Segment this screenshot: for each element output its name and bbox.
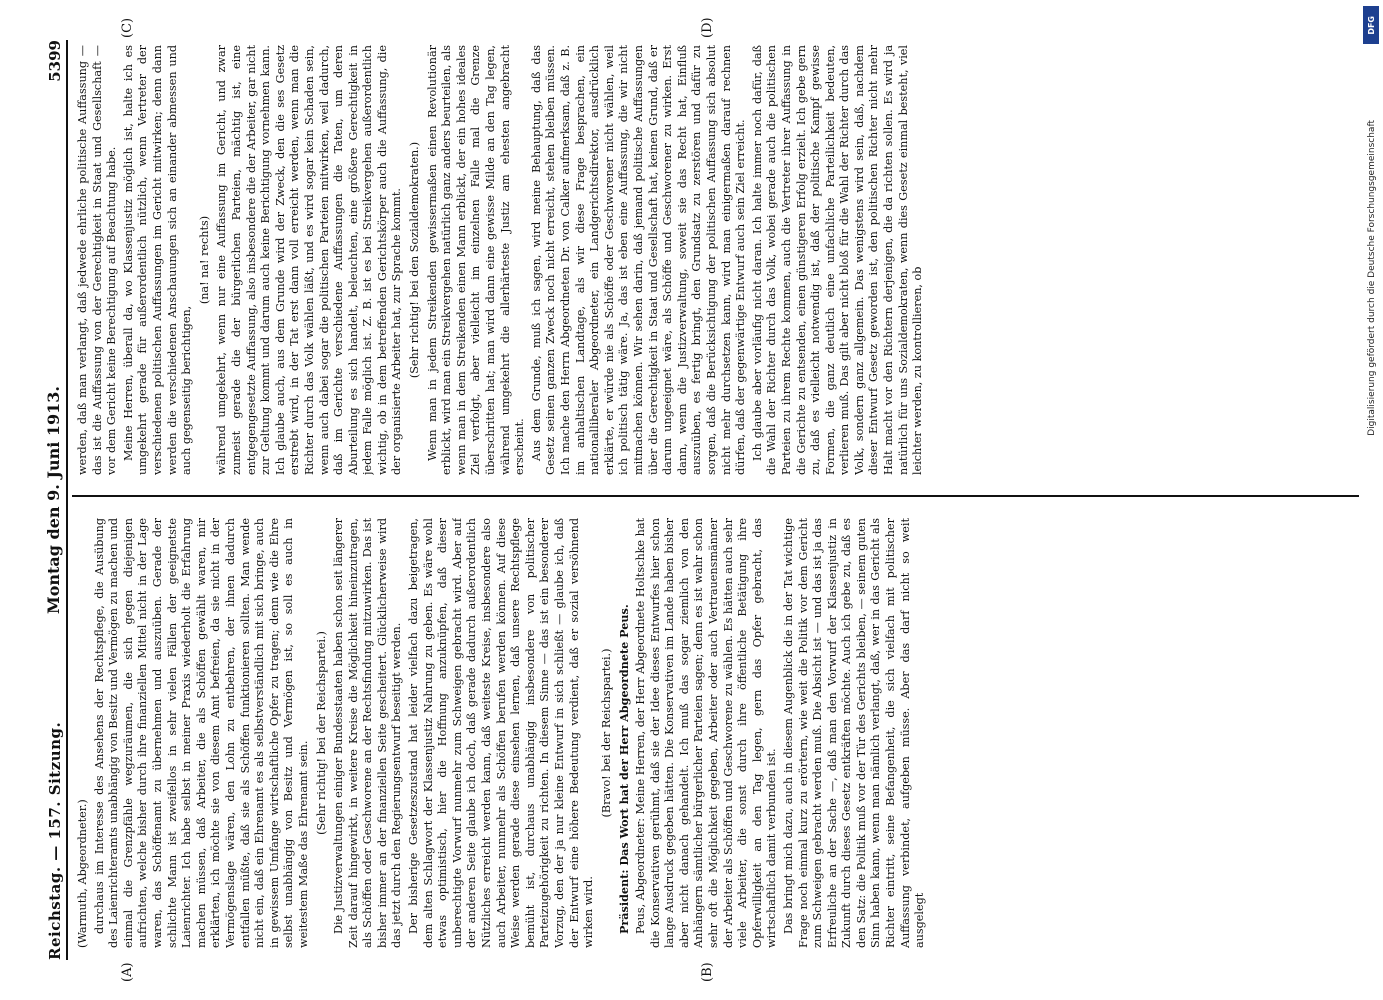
header-session: Reichstag. — 157. Sitzung. bbox=[46, 721, 64, 960]
margin-marker-a: (A) bbox=[120, 962, 135, 982]
interjection: (Sehr richtig! bei den Sozialdemokraten.) bbox=[408, 141, 422, 379]
speaker-tag: (Warmuth, Abgeordneter.) bbox=[76, 799, 89, 948]
paragraph: Ich glaube aber vorläufig nicht daran. Ich halte immer noch dafür, daß die Wahl der Richter durch das Volk, wobei gerade auch die politischen Parteien zu ihrem Rechte kommen, auch die Vertreter ihrer Auffassung in die Gerichte zu entsenden, einen günstigeren Erfolg erzielt. Ich gebe gern zu, daß es vielleicht notwendig ist, daß der politische Kampf gewisse Formen, die ganz deutlich eine unfachliche Parteilichkeit bedeuten, verlieren muß. Das gilt aber nicht bloß für die Wahl der Richter durch das Volk, sondern ganz allgemein. Das wenigstens wird sein, daß, nachdem dieser Entwurf Gesetz geworden ist, den politischen Richter nicht mehr Halt macht vor den Richtern derjenigen, die da richten sollen. Es wird ja natürlich für uns Sozialdemokraten, wenn dies Gesetz einmal besteht, viel leichter werden, zu kontrollieren, ob bbox=[750, 45, 925, 475]
funding-note: Digitalisierung gefördert durch die Deutsche Forschungsgemeinschaft bbox=[1367, 120, 1377, 436]
dfg-logo: DFG bbox=[1363, 6, 1379, 44]
paragraph: Wenn man in jedem Streikenden gewissermaßen einen Revolutionär erblickt, wird man ein Streikvergehen natürlich ganz anders beurteilen, als wenn man in dem Streikenden einen Mann erblickt, der ein hohes ideales Ziel verfolgt, aber vielleicht im einzelnen Falle mal die Grenze überschritten hat; man wird dann eine gewisse Milde an den Tag legen, während umgekehrt die allerhärteste Justiz am ehesten angebracht erscheint. bbox=[425, 45, 527, 475]
header-date: Montag den 9. Juni 1913. bbox=[44, 386, 63, 614]
interjection: (na! na! rechts) bbox=[197, 215, 211, 305]
paragraph: durchaus im Interesse des Ansehens der Rechtspflege, die Ausübung des Laienrichteramts unabhängig von Besitz und Vermögen zu machen und einmal die Grenzpfähle wegzuräumen, die sich gegen diejenigen aufrichten, welche bisher durch ihre finanziellen Mittel nicht in der Lage waren, das Schöffenamt zu übernehmen und auszuüben. Gerade der schlichte Mann ist zweifellos in sehr vielen Fällen der geeignetste Laienrichter. Ich habe selbst in meiner Praxis wiederholt die Erfahrung machen müssen, daß Arbeiter, die als Schöffen gewählt waren, mir erklärten, ich möchte sie von diesem Amt befreien, da sie nicht in der Vermögenslage wären, den Lohn zu entbehren, der ihnen dadurch entfallen müßte, daß sie als Schöffen funktionieren sollten. Man wende nicht ein, daß ein Ehrenamt es als selbstverständlich mit sich bringe, auch in gewissem Umfange wirtschaftliche Opfer zu tragen; denn wie die Ehre selbst unabhängig von Besitz und Vermögen ist, so soll es auch in weitestem Maße das Ehrenamt sein. bbox=[92, 518, 310, 948]
paragraph: Die Justizverwaltungen einiger Bundesstaaten haben schon seit längerer Zeit darauf hingewirkt, in weitere Kreise die Möglichkeit hineinzutragen, als Schöffen oder Geschworene an der Rechtsfindung mitzuwirken. Das ist bisher immer an der finanziellen Seite gescheitert. Glücklicherweise wird das jetzt durch den Regierungsentwurf beseitigt werden. bbox=[332, 518, 404, 948]
margin-marker-d: (D) bbox=[700, 17, 715, 38]
paragraph: Der bisherige Gesetzeszustand hat leider vielfach dazu beigetragen, dem alten Schlagwort der Klassenjustiz Nahrung zu geben. Es wäre wohl etwas optimistisch, hier die Hoffnung anzuknüpfen, daß dieser unberechtigte Vorwurf nunmehr zum Schweigen gebracht wird. Aber auf der anderen Seite glaube ich doch, daß gerade dadurch außerordentlich Nützliches erreicht werden kann, daß weitestе Kreise, insbesondere also auch Arbeiter, nunmehr als Schöffen berufen werden können. Auf diese Weise werden gerade diese einsehen lernen, daß unsere Rechtspflege bemüht ist, durchaus unabhängig insbesondere von politischer Parteizugehörigkeit zu richten. In diesem Sinne — das ist ein besonderer Vorzug, den der ja nur kleine Entwurf in sich schließt — glaube ich, daß der Entwurf eine höhere Bedeutung verdient, daß er sozial versöhnend wirken wird. bbox=[407, 518, 596, 948]
paragraph: während umgekehrt, wenn nur eine Auffassung im Gericht, und zwar zumeist gerade die der bürgerlichen Parteien, mächtig ist, eine entgegengesetzte Auffassung, also insbesondere die der Arbeiter, gar nicht zur Geltung kommt und darum auch keine Berichtigung vornehmen kann. Ich glaube auch, aus dem Grunde wird der Zweck, den die ses Gesetz erstrebt wird, in der Tat erst dann voll erreicht werden, wenn man die Richter durch das Volk wählen läßt, und es wird sogar kein Schaden sein, wenn auch dabei sogar die politischen Parteien mitwirken, weil dadurch, daß im Gerichte verschiedene Auffassungen die Taten, um deren Aburteilung es sich handelt, beleuchten, eine größere Gerechtigkeit in jedem Falle möglich ist. Z. B. ist es bei Streikvergehen außerordentlich wichtig, ob in dem betreffenden Gerichtskörper auch die Auffassung, die der organisierte Arbeiter hat, zur Sprache kommt. bbox=[215, 45, 404, 475]
president-line: Präsident: Das Wort hat der Herr Abgeordnete Peus. bbox=[617, 604, 632, 934]
right-column bbox=[76, 45, 1363, 475]
page-number: 5399 bbox=[46, 40, 64, 82]
column-divider bbox=[72, 495, 1359, 497]
paragraph: werden, daß man verlangt, daß jedwede ehrliche politische Auffassung — das ist die Auffassung von der Gerechtigkeit in Staat und Gesellschaft — vor dem Gericht keine Berechtigung auf Beachtung habe. bbox=[76, 45, 119, 475]
paragraph: Aus dem Grunde, muß ich sagen, wird meine Behauptung, daß das Gesetz seinen ganzen Zweck noch nicht erreicht, stehen bleiben müssen. Ich mache den Herrn Abgeordneten Dr. von Calker aufmerksam, daß z. B. im anhaltischen Landtage, als wir diese Frage besprachen, ein nationalliberaler Abgeordneter, ein Landgerichtsdirektor, ausdrücklich erklärte, er würde nie als Schöffe oder Geschworener nicht wählen, weil ich politisch tätig wäre. Ja, das ist eben eine Auffassung, die wir nicht mitmachen können. Wir sehen darin, daß jemand politische Auffassungen über die Gerechtigkeit in Staat und Gesellschaft hat, keinen Grund, daß er darum ungeeignet wäre, als Schöffe und Geschworener zu wirken. Erst dann, wenn die Justizverwaltung, soweit sie das Recht hat, Einfluß auszuüben, es fertig bringt, den Grundsatz zu zerstören und dafür zu sorgen, daß die Berücksichtigung der politischen Auffassung sich absolut nicht mehr durchsetzen kann, wird man einigermaßen darauf rechnen dürfen, daß der gegenwärtige Entwurf auch sein Ziel erreicht. bbox=[529, 45, 748, 475]
margin-marker-b: (B) bbox=[700, 962, 715, 982]
page-header bbox=[14, 40, 74, 960]
paragraph: Meine Herren, überall da, wo Klassenjustiz möglich ist, halte ich es umgekehrt gerade für außerordentlich nützlich, wenn Vertreter der verschiedenen politischen Auffassungen im Gericht mitwirken; denn dann werden die verschiedenen Anschauungen sich an einander abmessen und auch gegenseitig berichtigen, bbox=[121, 45, 194, 475]
margin-marker-c: (C) bbox=[120, 17, 135, 38]
header-rule bbox=[66, 40, 68, 960]
paragraph: Das bringt mich dazu, auch in diesem Augenblick die in der Tat wichtige Frage noch einmal kurz zu erörtern, wie weit die Politik vor dem Gericht zum Schweigen gebracht werden muß. Die Absicht ist — und das ist ja das Erfreuliche an der Sache —, daß man den Vorwurf der Klassenjustiz in Zukunft durch dieses Gesetz entkräften möchte. Auch ich gebe zu, daß es den Satz: die Politik muß vor der Tür des Gerichts bleiben, — seinem guten Sinn haben kann, wenn man nämlich verlangt, daß, wer in das Gericht als Richter eintritt, seine Befangenheit, die sich vielfach mit politischer Auffassung verbindet, aufgeben müsse. Aber das darf nicht so weit ausgelegt bbox=[781, 518, 927, 948]
interjection: (Bravo! bei der Reichspartei.) bbox=[599, 648, 613, 818]
interjection: (Sehr richtig! bei der Reichspartei.) bbox=[314, 631, 328, 835]
left-column bbox=[76, 518, 1363, 948]
paragraph: Peus, Abgeordneter: Meine Herren, der Herr Abgeordnete Holtschke hat die Konservativen gerühmt, daß sie der Idee dieses Entwurfes hier schon lange Ausdruck gegeben hätten. Die Konservativen im Lande haben bisher aber nicht danach gehandelt. Ich muß das sogar ziemlich von den Anhängern sämtlicher bürgerlicher Parteien sagen; denn es ist wahr schon sehr oft die Möglichkeit gegeben, Arbeiter oder auch Vertrauensmänner der Arbeiter als Schöffen und Geschworene zu wählen. Es hätten auch sehr viele Arbeiter, die sonst durch ihre öffentliche Betätigung ihre Opferwilligkeit an den Tag legen, gern das Opfer gebracht, das wirtschaftlich damit verbunden ist. bbox=[633, 518, 779, 948]
